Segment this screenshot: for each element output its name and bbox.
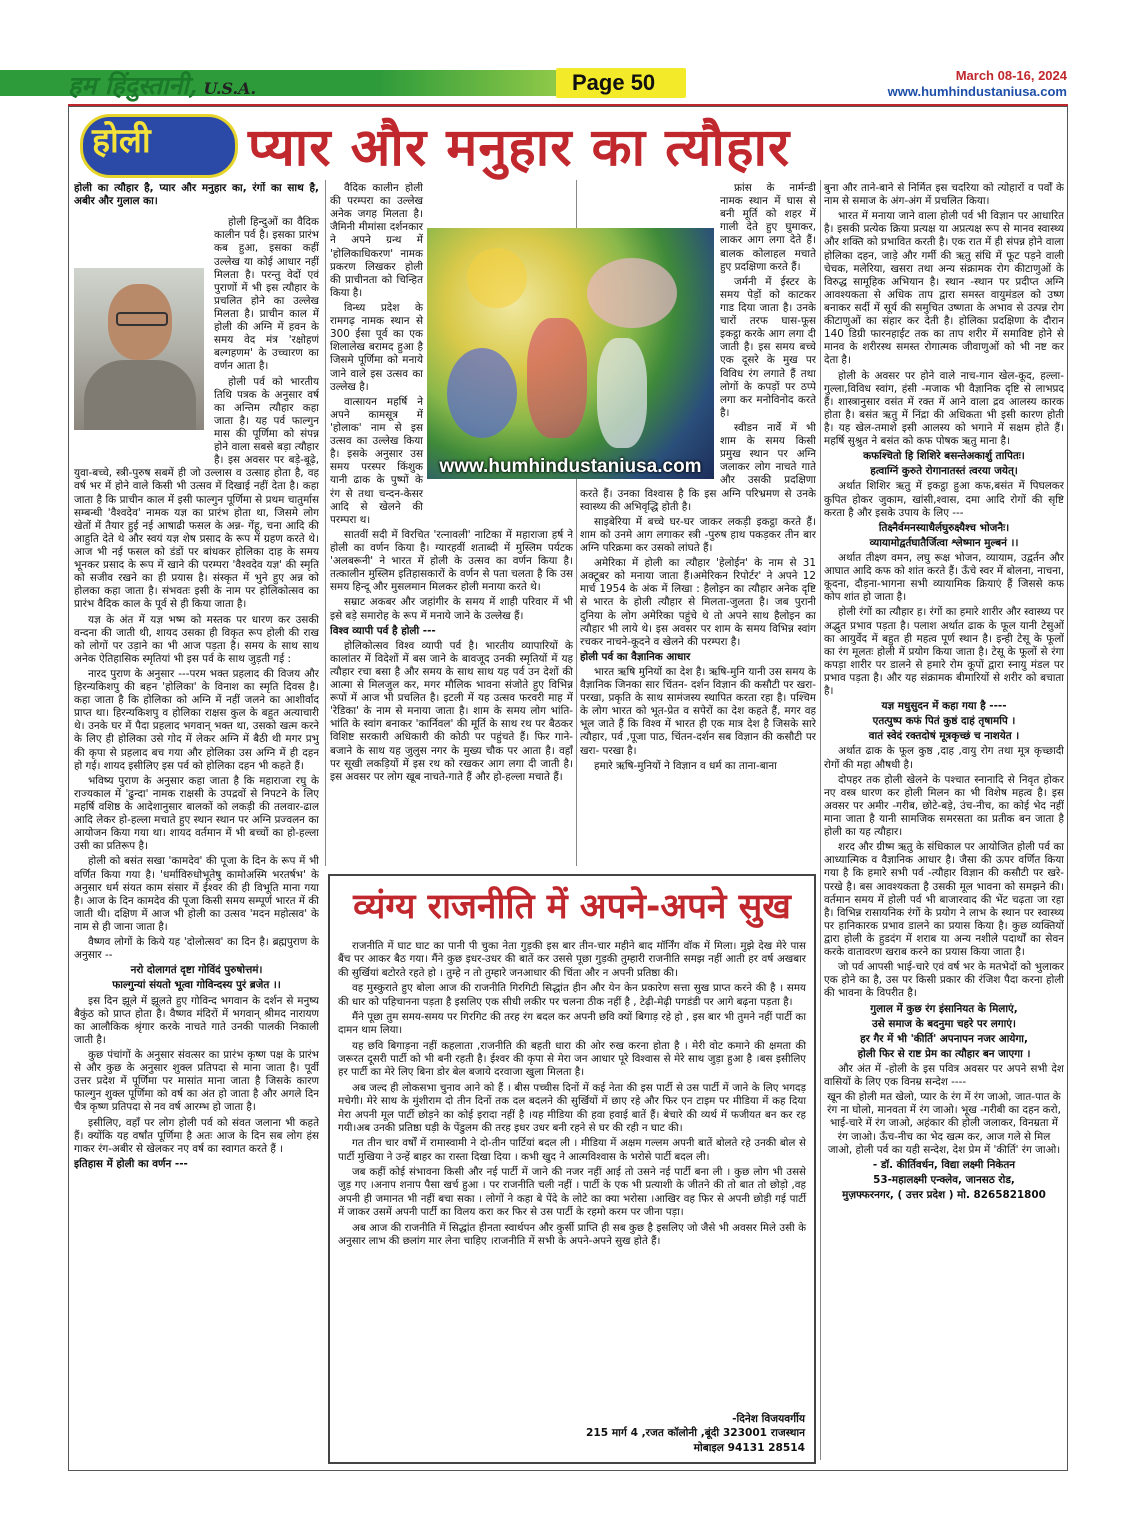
couplet-line: उसे समाज के बदनुमा चहरे पर लगाएं। <box>872 1017 1016 1030</box>
paragraph: और अंत में -होली के इस पवित्र अवसर पर अपने सभी देश वासियों के लिए एक विनम्र सन्देश ---- <box>824 1063 1064 1089</box>
image-watermark-url: www.humhindustaniusa.com <box>439 456 702 477</box>
paragraph: हमारे ऋषि-मुनियों ने विज्ञान व धर्म का ताना-बाना <box>594 759 777 772</box>
column-divider <box>325 180 326 866</box>
couplet-line: गुलाल में कुछ रंग इंसानियत के मिलाएं, <box>870 1002 1018 1015</box>
column-4 <box>824 182 1064 1464</box>
title-badge-text: होली <box>92 121 151 161</box>
logo-usa: U.S.A. <box>203 79 257 98</box>
paragraph: अर्थात शिशिर ऋतु में इकट्ठा हुआ कफ,बसंत में पिघलकर कुपित होकर जुकाम, खांसी,श्वास, दमा आदि रोगों की सृष्टि करता है और इसके उपाय के लिए --- <box>824 480 1064 519</box>
author-address: 53-महालक्ष्मी एन्क्लेव, जानसठ रोड, <box>873 1173 1015 1186</box>
paragraph: अर्थात ढाक के फूल कुष्ठ ,दाह ,वायु रोग तथा मूत्र कृच्छादी रोगों की महा औषधी है। <box>824 745 1064 771</box>
verse: नरो दोलागतं दृष्टा गोविंदं पुरुषोत्तमं। <box>130 964 263 977</box>
paragraph: राजनीति में घाट घाट का पानी पी चुका नेता गुड़की इस बार तीन-चार महीने बाद मॉर्निंग वॉक में मिला। मुझे देख मेरे पास बैंच पर आकर बैठ गया। मैंने कुछ इधर-उधर की बातें कर उससे पूछा गुड़की तुम्हारी राजनीति समझ नहीं आती हर वर्ष अखबार की सुर्खियां बटोरते रहते हो । तुम्हे न तो तुम्हारे जनआधार की चिंता और न अपनी प्रतिष्ठा की। <box>338 940 806 979</box>
paragraph: शरद और ग्रीष्म ऋतु के संधिकाल पर आयोजित होली पर्व का आध्यात्मिक व वैज्ञानिक आधार है। जैसा की ऊपर वर्णित किया गया है कि हमारे सभी पर्व -त्यौहार विज्ञान की कसौटी पर खरे-परखे है। बस आवश्यकता है उसकी मूल भावना को समझने की। वर्तमान समय में होली पर्व भी बाजारवाद की भेंट चढ़ता जा रहा है। विभिन्न रासायनिक रंगों के प्रयोग ने लाभ के स्थान पर स्वास्थ्य पर हानिकारक प्रभाव डालने का प्रयास किया है। कुछ व्यक्तियों द्वारा होली के हुडदंग में शराब या अन्य नशीले पदार्थों का सेवन करके वातावरण खराब करने का प्रयास किया जाता है। <box>824 841 1064 959</box>
paragraph: भविष्य पुराण के अनुसार कहा जाता है कि महाराजा रघु के राज्यकाल में 'ढुन्दा' नामक राक्षसी के उपद्रवों से निपटने के लिए महर्षि वशिष्ठ के आदेशानुसार बालकों को लकड़ी की तलवार-ढाल आदि लेकर हो-हल्ला मचाते हुए स्थान स्थान पर अग्नि प्रज्वलन का आयोजन किया गया था। शायद वर्तमान में भी बच्चों का हो-हल्ला उसी का प्रतिरूप है। <box>74 774 319 853</box>
masthead-logo <box>68 68 256 102</box>
paragraph: अर्थात तीक्ष्ण वमन, लघु रूक्ष भोजन, व्यायाम, उद्वर्तन और आघात आदि कफ को शांत करते हैं। ऊँचे स्वर में बोलना, नाचना, कूदना, दौड़ना-भागना सभी व्यायामिक क्रियाएं हैं जिससे कफ कोप शांत हो जाता है। <box>824 551 1064 604</box>
author-signature: - डॉ. कीर्तिवर्धन, विद्या लक्ष्मी निकेतन <box>872 1158 1016 1171</box>
paragraph: होली हिन्दुओं का वैदिक कालीन पर्व है। इसका प्रारंभ कब हुआ, इसका कहीं उल्लेख या कोई आधार नहीं मिलता है। परन्तु वेदों एवं पुराणों में भी इस त्यौहार के प्रचलित होने का उल्लेख मिलता है। प्राचीन काल में होली की अग्नि में हवन के समय वेद मंत्र 'रक्षोहणं बल्गहणम' के उच्चारण का वर्णन आता है। <box>214 216 319 373</box>
paragraph: नारद पुराण के अनुसार ---परम भक्त प्रहलाद की विजय और हिरन्यकिशपु की बहन 'होलिका' के विनाश का स्मृति दिवस है। कहा जाता है कि होलिका को अग्नि में नहीं जलने का आशीर्वाद प्राप्त था। हिरन्यकिशपु व होलिका राक्षस कुल के बहुत अत्याचारी थे। उनके घर में पैदा प्रहलाद भगवान् भक्त था, उसको खत्म करने के लिए ही होलिका उसे गोद में लेकर अग्नि में बैठी थी मगर प्रभु की कृपा से प्रहलाद बच गया और होलिका उस अग्नि में ही दहन हो गई। शायद इसीलिए इस पर्व को होलिका दहन भी कहते हैं। <box>74 667 319 772</box>
header-band-gradient <box>380 70 580 96</box>
issue-date: March 08-16, 2024 <box>955 68 1067 83</box>
paragraph: वैष्णव लोगों के किये यह 'दोलोत्सव' का दिन है। ब्रह्मपुराण के अनुसार -- <box>74 936 319 962</box>
verse: व्यायामोद्वर्तघातैर्जित्वा श्लेष्मान मुल्बनं ।। <box>869 536 1019 549</box>
paragraph: विन्ध्य प्रदेश के रामगढ़ नामक स्थान से 300 ईसा पूर्व का एक शिलालेख बरामद हुआ है जिसमे पूर्णिमा को मनाये जाने वाले इस उत्सव का उल्लेख है। <box>330 301 423 393</box>
paragraph: वैदिक कालीन होली की परम्परा का उल्लेख अनेक जगह मिलता है। जैमिनी मीमांसा दर्शनकार ने अपने ग्रन्थ में 'होलिकाधिकरण' नामक प्रकरण लिखकर होली की प्राचीनता को चिन्हित किया है। <box>330 182 423 299</box>
satire-contact: मोबाइल 94131 28514 <box>693 1441 805 1454</box>
satire-signature <box>520 1412 805 1455</box>
paragraph: कुछ पंचांगों के अनुसार संवत्सर का प्रारंभ कृष्ण पक्ष के प्रारंभ से और कुछ के अनुसार शुक्ल प्रतिपदा से माना जाता है। पूर्वी उत्तर प्रदेश में पूर्णिमा पर मासांत माना जाता है जिसके कारण फाल्गुन शुक्ल पूर्णिमा को वर्ष का अंत हो जाता है और अगले दिन चैत्र कृष्ण प्रतिपदा से नव वर्ष आरम्भ हो जाता है। <box>74 1049 319 1114</box>
paragraph: स्वीडन नार्वे में भी शाम के समय किसी प्रमुख स्थान पर अग्नि जलाकर लोग नाचते गाते और उसकी प्रदक्षिणा करते हैं। उनका विश्वास है कि इस अग्नि परिभ्रमण से उनके स्वास्थ्य की अभिवृद्धि होती है। <box>580 421 816 513</box>
paragraph: होली के अवसर पर होने वाले नाच-गान खेल-कूद, हल्ला-गुल्ला,विविध स्वांग, हंसी -मजाक भी वैज्ञानिक दृष्टि से लाभप्रद हैं। शास्त्रानुसार वसंत में रक्त में आने वाला द्रव आलस्य कारक होता है। बसंत ऋतु में निंद्रा की अधिकता भी इसी कारण होती है। यह खेल-तमाशे इसी आलस्य को भगाने में सक्षम होते हैं। महर्षि सुश्रुत ने बसंत को कफ पोषक ऋतु माना है। <box>824 369 1064 448</box>
paragraph: इसीलिए, वहाँ पर लोग होली पर्व को संवत जलाना भी कहते हैं। क्योंकि यह वर्षांत पूर्णिमा है अतः आज के दिन सब लोग हंस गाकर रंग-अबीर से खेलकर नए वर्ष का स्वागत करते हैं । <box>74 1116 319 1155</box>
paragraph: जब कहीं कोई संभावना किसी और नई पार्टी में जाने की नजर नहीं आई तो उसने नई पार्टी बना ली । कुछ लोग भी उससे जुड़ गए ।अनाप शनाप पैसा खर्च हुआ । पर राजनीति चली नहीं । पार्टी के एक भी प्रत्याशी के जीतने की तो बात तो छोड़ो ,वह अपनी ही जमानत भी नहीं बचा सका । लोगों ने कहा बे पेंदे के लोटे का क्या भरोसा ।आखिर वह फिर से अपनी छोड़ी गई पार्टी में जाकर उसमें अपनी पार्टी का विलय करा कर फिर से उस पार्टी के रहमो करम पर जीना पड़ा। <box>338 1166 806 1219</box>
paragraph: गत तीन चार वर्षों में रामास्वामी ने दो-तीन पार्टियां बदल ली । मीडिया में अक्षम गल्लम अपनी बातें बोलते रहे उनकी बोल से पार्टी मुखिया ने उन्हें बाहर का रास्ता दिखा दिया । कभी खुद ने आत्मविश्वास के भरोसे पार्टी बदल ली। <box>338 1137 806 1163</box>
satire-author: -दिनेश विजयवर्गीय <box>732 1413 805 1425</box>
paragraph: भारत ऋषि मुनियों का देश है। ऋषि-मुनि यानी उस समय के वैज्ञानिक जिनका सार चिंतन- दर्शन विज्ञान की कसौटी पर खरा-परखा, प्रकृति के साथ सामंजस्य स्थापित करता रहा है। पश्चिम के लोग भारत को भूत-प्रेत व सपेरों का देश कहते हैं, मगर वह भूल जाते हैं कि विश्व में भारत ही एक मात्र देश है जिसके सारे त्यौहार, पर्व ,पूजा पाठ, चिंतन-दर्शन सब विज्ञान की कसौटी पर खरा- परखा है। <box>580 665 816 757</box>
couplet-line: हर गैर में भी 'कीर्ति' अपनापन नजर आयेगा, <box>860 1032 1028 1045</box>
paragraph: भारत में मनाया जाने वाला होली पर्व भी विज्ञान पर आधारित है। इसकी प्रत्येक क्रिया प्रत्यक्ष या अप्रत्यक्ष रूप से मानव स्वास्थ्य और शक्ति को प्रभावित करती है। एक रात में ही संपन्न होने वाला होलिका दहन, जाड़े और गर्मी की ऋतु संधि में फूट पड़ने वाली चेचक, मलेरिया, खसरा तथा अन्य संक्रामक रोग कीटाणुओं के विरुद्ध सामूहिक अभियान है। स्थान -स्थान पर प्रदीप्त अग्नि आवश्यकता से अधिक ताप द्वारा समस्त वायुमंडल को उष्ण बनाकर सर्दी में सूर्य की समुचित उष्णता के अभाव से उत्पन्न रोग कीटाणुओं का संहार कर देती है। होलिका प्रदक्षिणा के दौरान 140 डिग्री फारनहाईट तक का ताप शरीर में समाविष्ट होने से मानव के शरीरस्थ समस्त रोगात्मक जीवाणुओं को भी नष्ट कर देता है। <box>824 210 1064 367</box>
couplet-line: होली फिर से राष्ट प्रेम का त्यौहार बन जाएगा । <box>857 1047 1031 1060</box>
verse: यज्ञ मधुसुदन में कहा गया है ---- <box>881 700 1007 713</box>
intro-couplet: होली का त्यौहार है, प्यार और मनुहार का, रंगों का साथ है, अबीर और गुलाल का। <box>74 182 319 208</box>
verse: हत्वाग्निं कुरुते रोगानातस्तं त्वरया जयेत्। <box>870 465 1018 478</box>
paragraph: वह मुस्कुराते हुए बोला आज की राजनीति गिरगिटी सिद्धांत हीन और येन केन प्रकारेण सत्ता सुख प्राप्त करने की है । समय की धार को पहिचानना पड़ता है इसलिए एक सीधी लकीर पर चलना ठीक नहीं है , टेढ़ी-मेढ़ी पगडंडी पर आगे बढ़ना पड़ता है। <box>338 982 806 1008</box>
verse: एतत्पुष्प कफं पितं कुष्ठं दाहं तृषामपि । <box>872 715 1016 728</box>
website-link[interactable]: www.humhindustaniusa.com <box>887 84 1067 99</box>
satire-address: 215 मार्ग 4 ,रजत कॉलोनी ,बूंदी 323001 राजस्थान <box>586 1427 805 1440</box>
verse: तिक्ष्नैर्वमनस्याधैर्लघुरुक्ष्यैश्च भोजनैः। <box>878 521 1010 534</box>
page-number: Page 50 <box>572 70 656 95</box>
paragraph: इस दिन झूले में झूलते हुए गोविन्द भगवान के दर्शन से मनुष्य बैकुंठ को प्राप्त होता है। वैष्णव मंदिरों में भगवान् श्रीमद नारायण का आलौकिक श्रृंगार करके नाचते गाते उनकी पालकी निकाली जाती है। <box>74 994 319 1046</box>
paragraph: यह छवि बिगाड़ना नहीं कहलाता ,राजनीति की बहती धारा की ओर रुख करना होता है । मेरी वोट कमाने की क्षमता की जरूरत दूसरी पार्टी को भी बनी रहती है। ईश्वर की कृपा से मेरा जन आधार पूरे विश्वास से मेरे साथ जुड़ा हुआ है ।बस इसीलिए हर पार्टी का मेरे लिए बिना डोर बेल बजाये दरवाजा खुला मिलता है। <box>338 1039 806 1079</box>
paragraph: अमेरिका में होली का त्यौहार 'हेलोईन' के नाम से 31 अक्टूबर को मनाया जाता हैं।अमेरिकन रिपोर्टर' ने अपने 12 मार्च 1954 के अंक में लिखा : हैलोइन का त्यौहार अनेक दृष्टि से भारत के होली त्यौहार से मिलता-जुलता है। जब पुरानी दुनिया के लोग अमेरिका पहुंचे थे तो अपने साथ हैलोइन का त्यौहार भी लाये थे। इस अवसर पर शाम के समय विभिन्न स्वांग रचकर नाचने-कूदने व खेलने की परम्परा है। <box>580 557 816 648</box>
column-divider <box>820 180 821 1460</box>
poem: खून की होली मत खेलो, प्यार के रंग में रंग जाओ, जात-पात के रंग ना घोलो, मानवता में रंग जाओ। भूख -गरीबी का दहन करो, भाई-चारे में रंग जाओ, अहंकार की होली जलाकर, विनम्रता में रंग जाओ। ऊँच-नीच का भेद खत्म कर, आज गले से मिल जाओ, होली पर्व का यही सन्देश, देश प्रेम में 'कीर्ति' रंग जाओ। <box>827 1091 1061 1156</box>
section-heading: होली पर्व का वैज्ञानिक आधार <box>580 650 691 663</box>
paragraph: होली पर्व को भारतीय तिथि पत्रक के अनुसार वर्ष का अन्तिम त्यौहार कहा जाता है। यह पर्व फाल्गुन मास की पूर्णिमा को संपन्न होने वाला सबसे बड़ा त्यौहार है। इस अवसर पर बड़े-बूढ़े, युवा-बच्चे, स्त्री-पुरुष सबमें ही जो उल्लास व उत्साह होता है, वह वर्ष भर में होने वाले किसी भी उत्सव में दिखाई नहीं देता है। कहा जाता है कि प्राचीन काल में इसी फाल्गुन पूर्णिमा से प्रथम चातुर्मास सम्बन्धी 'वैश्वदेव' नामक यज्ञ का प्रारंभ होता था, जिसमे लोग खेतों में तैयार हुई नई आषाढी फसल के अन्न- गेंहू, चना आदि की आहुति देते थे और स्वयं यज्ञ शेष प्रसाद के रूप में ग्रहण करते थे। आज भी नई फसल को डंडों पर बांधकर होलिका दाह के समय भूनकर प्रसाद के रूप में खाने की परम्परा 'वैश्वदेव यज्ञ' की स्मृति को सजीव रखने का ही प्रयास है। संस्कृत में भुने हुए अन्न को होलका कहा जाता है। संभवतः इसी के नाम पर होलिकोत्सव का प्रारंभ वैदिक काल के पूर्व से ही किया जाता है। <box>74 375 319 611</box>
verse: कफश्चितो हि शिशिरे बसन्तेअकार्शु तापितः। <box>863 450 1025 463</box>
paragraph: यज्ञ के अंत में यज्ञ भष्म को मस्तक पर धारण कर उसकी वन्दना की जाती थी, शायद उसका ही विकृत रूप होली की राख को लोगों पर उड़ाने का भी आज पड़ता है। समय के साथ साथ अनेक ऐतिहासिक स्मृतियां भी इस पर्व के साथ जुड़ती गई : <box>74 613 319 665</box>
satire-headline: व्यंग्य राजनीति में अपने-अपने सुख <box>353 887 791 927</box>
paragraph: सम्राट अकबर और जहांगीर के समय में शाही परिवार में भी इसे बड़े समारोह के रूप में मनाये जाने के उल्लेख हैं। <box>330 596 573 622</box>
article-headline: प्यार और मनुहार का त्यौहार <box>248 118 791 178</box>
satire-body <box>338 940 806 1250</box>
section-heading: विश्व व्यापी पर्व है होली --- <box>330 624 436 637</box>
paragraph: साइबेरिया में बच्चे घर-घर जाकर लकड़ी इकट्ठा करते हैं। शाम को उनमे आग लगाकर स्त्री -पुरुष हाथ पकड़कर तीन बार अग्नि परिक्रमा कर उसको लांघते हैं। <box>580 515 816 554</box>
paragraph: अब जल्द ही लोकसभा चुनाव आने को हैं । बीस पच्चीस दिनों में कई नेता की इस पार्टी से उस पार्टी में जाने के लिए भगदड़ मचेगी। मेरे साथ के मुंशीराम दो तीन दिनों तक दल बदलने की सुर्खियों में छाए रहे और फिर एन टाइम पर मीडिया में कह दिया मेरा अपनी मूल पार्टी छोड़ने का कोई इरादा नहीं है ।यह मीडिया की हवा हवाई बातें हैं। बेचारे की व्यर्थ में फजीयत बन कर रह गयी।अब उनकी प्रतिष्ठा घड़ी के पेंडुलम की तरह इधर उधर बनी रहने से घर की रही न घाट की। <box>338 1081 806 1134</box>
paragraph: होली को बसंत सखा 'कामदेव' की पूजा के दिन के रूप में भी वर्णित किया गया है। 'धर्माविरुधोभूतेषु कामोअस्मि भरतर्षभ' के अनुसार धर्म संयत काम संसार में ईश्वर की ही विभूति माना गया है। आज के दिन कामदेव की पूजा किसी समय सम्पूर्ण भारत में की जाती थी। दक्षिण में आज भी होली का उत्सव 'मदन महोत्सव' के नाम से ही जाना जाता है। <box>74 855 319 934</box>
paragraph: मैंने पूछा तुम समय-समय पर गिरगिट की तरह रंग बदल कर अपनी छवि क्यों बिगाड़ रहे हो , इस बार भी तुमने नहीं पार्टी का दामन थाम लिया। <box>338 1010 806 1037</box>
paragraph: फ्रांस के नार्मन्डी नामक स्थान में घास से बनी मूर्ति को शहर में गाली देते हुए घुमाकर, लाकर आग लगा देते हैं। बालक कोलाहल मचाते हुए प्रदक्षिणा करते हैं। <box>720 182 816 273</box>
column-2 <box>330 182 573 866</box>
column-1 <box>74 182 319 1412</box>
section-heading: इतिहास में होली का वर्णन --- <box>74 1157 188 1170</box>
verse: फाल्गुन्यां संयतो भूत्वा गोविन्दस्य पुरं ब्रजेत ।। <box>112 979 281 992</box>
paragraph: दोपहर तक होली खेलने के पश्चात स्नानादि से निवृत होकर नए वस्त्र धारण कर होली मिलन का भी विशेष महत्व है। इस अवसर पर अमीर -गरीब, छोटे-बड़े, उंच-नीच, का कोई भेद नहीं माना जाता है यानी सामजिक समरसता का प्रतीक बन जाता है होली का यह त्यौहार। <box>824 773 1064 839</box>
paragraph: बुना और ताने-बाने से निर्मित इस चदरिया को त्योहारों व पर्वों के नाम से समाज के अंग-अंग में प्रचलित किया। <box>824 182 1064 208</box>
paragraph: होली रंगों का त्यौहार ह। रंगों का हमारे शारीर और स्वास्थ्य पर अद्भुत प्रभाव पड़ता है। पलाश अर्थात ढाक के फूल यानी टेसुओं का आयुर्वेद में बहुत ही महत्व पूर्ण स्थान है। इन्ही टेसू के फूलों का रंग मूलतः होली में प्रयोग किया जाता है। टेसू के फूलों से रंगा कपड़ा शारीर पर डालने से हमारे रोम कूपों द्वारा स्नायु मंडल पर प्रभाव पड़ता है। और यह संक्रामक बीमारियों से शरीर को बचाता है। <box>824 606 1064 698</box>
column-3 <box>580 182 816 866</box>
logo-text: हम हिंदुस्तानी, <box>68 71 198 100</box>
author-contact: मुज़फ्फरनगर, ( उत्तर प्रदेश ) मो. 8265821800 <box>842 1188 1046 1201</box>
paragraph: वात्सायन महर्षि ने अपने कामसूत्र में 'होलाक' नाम से इस उत्सव का उल्लेख किया है। इसके अनुसार उस समय परस्पर किंशुक यानी ढाक के पुष्पों के रंग से तथा चन्दन-केसर आदि से खेलने की परम्परा थ। <box>330 395 423 526</box>
paragraph: सातवीं सदी में विरचित 'रत्नावली' नाटिका में महाराजा हर्ष ने होली का वर्णन किया है। ग्यारहवीं शताब्दी में मुस्लिम पर्यटक 'अलबरूनी' ने भारत में होली के उत्सव का वर्णन किया है। तत्कालीन मुस्लिम इतिहासकारों के वर्णन से पता चलता है कि उस समय हिन्दू और मुसलमान मिलकर होली मनाया करते थे। <box>330 528 573 594</box>
paragraph: होलिकोत्सव विश्व व्यापी पर्व है। भारतीय व्यापारियों के कालांतर में विदेशों में बस जाने के बावजूद उनकी स्मृतियों में यह त्यौहार रचा बसा है और समय के साथ साथ यह पर्व उन देशों की आत्मा से मिलजुल कर, मगर मौलिक भावना संजोते हुए विभिन्न रूपों में आज भी प्रचलित है। इटली में यह उत्सव फरवरी माह में 'रेडिका' के नाम से मनाया जाता है। शाम के समय लोग भांति-भांति के स्वांग बनाकर 'कार्निवल' की मूर्ति के साथ रथ पर बैठकर विशिष्ट सरकारी अधिकारी की कोठी पर पहुंचते हैं। फिर गाने-बजाने के साथ यह जुलुस नगर के मुख्य चौक पर आता है। वहाँ पर सूखी लकड़ियों में इस रथ को रखकर आग लगा दी जाती है। इस अवसर पर लोग खूब नाचते-गाते हैं और हो-हल्ला मचाते हैं। <box>330 639 573 783</box>
paragraph: अब आज की राजनीति में सिद्धांत हीनता स्वार्थपन और कुर्सी प्राप्ति ही सब कुछ है इसलिए जो जैसे भी अवसर मिले उसी के अनुसार लाभ की छलांग मार लेना चाहिए ।राजनीति में सभी के अपने-अपने सुख होते हैं। <box>338 1221 806 1247</box>
paragraph: जर्मनी में ईस्टर के समय पेड़ों को काटकर गाड दिया जाता है। उनके चारों तरफ घास-फूस इकट्ठा करके आग लगा दी जाती है। इस समय बच्चे एक दूसरे के मुख पर विविध रंग लगाते हैं तथा लोगों के कपड़ों पर ठप्पे लगा कर मनोविनोद करते है। <box>720 275 816 419</box>
paragraph: जो पर्व आपसी भाई-चारे एवं वर्ष भर के मतभेदों को भुलाकर एक होने का है, उस पर किसी प्रकार की रंजिश पैदा करना होली की भावना के विपरीत है। <box>824 961 1064 1000</box>
verse: वातं स्वेदं रक्तदोषं मूत्रकृच्छं च नाशयेत । <box>868 730 1020 743</box>
